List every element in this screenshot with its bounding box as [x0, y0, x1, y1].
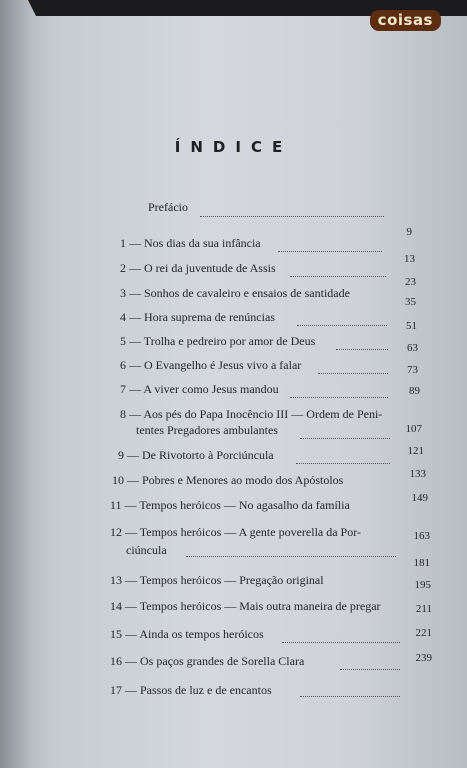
toc-entry-label: 12 — Tempos heróicos — A gente poverella da Por- — [110, 525, 361, 539]
leader-dots — [200, 216, 384, 217]
toc-page-number: 35 — [405, 296, 416, 308]
toc-page-number: 163 — [413, 530, 430, 542]
toc-entry-label: 17 — Passos de luz e de encantos — [110, 683, 272, 697]
toc-entry-label: 5 — Trolha e pedreiro por amor de Deus — [120, 334, 316, 348]
toc-page-number: 107 — [405, 423, 422, 435]
toc-entry-label: 9 — De Rivotorto à Porciúncula — [118, 448, 274, 462]
leader-dots — [340, 669, 400, 670]
toc-entry-label: 8 — Aos pés do Papa Inocêncio III — Ordem de Peni- — [120, 407, 383, 421]
toc-entry-label-continued: tentes Pregadores ambulantes — [136, 423, 278, 437]
page-title: ÍNDICE — [174, 138, 293, 156]
leader-dots — [296, 463, 390, 464]
toc-page-number: 63 — [407, 342, 418, 354]
toc-page-number: 181 — [413, 557, 430, 569]
toc-page-number: 221 — [415, 627, 432, 639]
leader-dots — [318, 373, 388, 374]
toc-page-number: 149 — [411, 492, 428, 504]
toc-page-number: 9 — [406, 226, 412, 238]
toc-entry-label: 13 — Tempos heróicos — Pregação original — [110, 573, 324, 587]
toc-entry-label: 15 — Ainda os tempos heróicos — [110, 627, 264, 641]
toc-entry-label: 7 — A viver como Jesus mandou — [120, 382, 279, 396]
toc-page-number: 89 — [409, 385, 420, 397]
toc-page-number: 239 — [415, 652, 432, 664]
toc-page-number: 51 — [406, 320, 417, 332]
leader-dots — [300, 696, 400, 697]
leader-dots — [282, 642, 400, 643]
leader-dots — [300, 438, 390, 439]
leader-dots — [290, 276, 386, 277]
toc-entry-label: 4 — Hora suprema de renúncias — [120, 310, 275, 324]
toc-page-number: 195 — [414, 579, 431, 591]
toc-entry-label: Prefácio — [148, 200, 188, 214]
toc-entry-label-continued: ciúncula — [126, 543, 167, 557]
toc-entry-label: 10 — Pobres e Menores ao modo dos Apóstolos — [112, 473, 344, 487]
leader-dots — [278, 251, 382, 252]
toc-page-number: 23 — [405, 276, 416, 288]
toc-page-number: 133 — [409, 468, 426, 480]
toc-page-number: 121 — [407, 445, 424, 457]
leader-dots — [290, 397, 388, 398]
toc-entry-label: 14 — Tempos heróicos — Mais outra maneira de pregar — [110, 599, 381, 613]
leader-dots — [336, 349, 388, 350]
toc-entry-label: 6 — O Evangelho é Jesus vivo a falar — [120, 358, 302, 372]
toc-entry-label: 3 — Sonhos de cavaleiro e ensaios de santidade — [120, 286, 350, 300]
toc-entry-label: 11 — Tempos heróicos — No agasalho da família — [110, 498, 350, 512]
toc-page-number: 211 — [415, 603, 432, 615]
toc-entry-label: 1 — Nos dias da sua infância — [120, 236, 261, 250]
toc-page-number: 73 — [407, 364, 418, 376]
toc-entry-label: 16 — Os paços grandes de Sorella Clara — [110, 654, 305, 668]
toc-entry-label: 2 — O rei da juventude de Assis — [120, 261, 276, 275]
toc-page-number: 13 — [404, 253, 415, 265]
watermark-logo: coisas — [370, 10, 441, 31]
leader-dots — [297, 325, 387, 326]
leader-dots — [186, 556, 396, 557]
